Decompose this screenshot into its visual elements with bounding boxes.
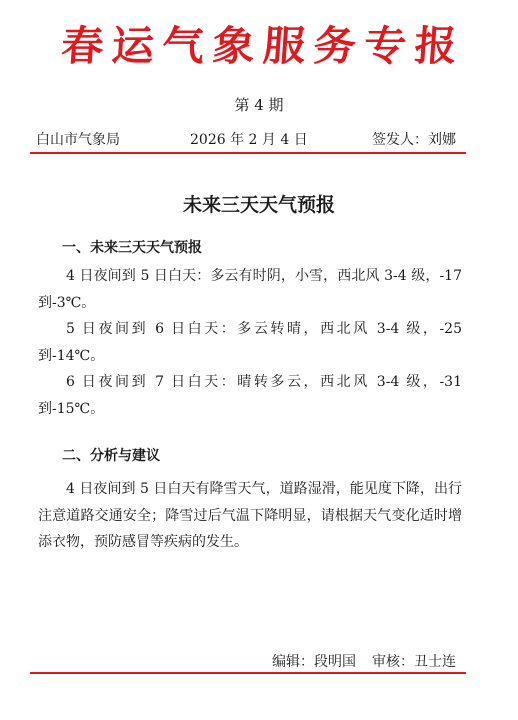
section-forecast bbox=[38, 238, 462, 422]
masthead-title: 春运气象服务专报 bbox=[59, 22, 467, 70]
section-heading: 二、分析与建议 bbox=[62, 448, 160, 464]
forecast-paragraph: 5 日夜间到 6 日白天：多云转晴，西北风 3-4 级，-25 到-14℃。 bbox=[38, 321, 462, 364]
section-body bbox=[38, 263, 462, 422]
section-advice bbox=[38, 446, 462, 556]
forecast-paragraph: 4 日夜间到 5 日白天：多云有时阴，小雪，西北风 3-4 级，-17 到-3℃。 bbox=[38, 268, 462, 311]
issue-number: 第 4 期 bbox=[234, 96, 284, 114]
reviewer-credit: 审核：丑士连 bbox=[372, 654, 456, 670]
document-title: 未来三天天气预报 bbox=[182, 194, 335, 216]
footer-divider bbox=[30, 672, 466, 674]
issuer: 签发人：刘娜 bbox=[372, 132, 456, 148]
editor-credit: 编辑：段明国 bbox=[272, 654, 356, 670]
issue-date: 2026 年 2 月 4 日 bbox=[190, 132, 308, 148]
footer-credits bbox=[272, 652, 456, 672]
agency-name: 白山市气象局 bbox=[36, 132, 120, 148]
section-heading: 一、未来三天天气预报 bbox=[62, 240, 202, 256]
header-divider bbox=[30, 152, 466, 154]
advice-paragraph: 4 日夜间到 5 日白天有降雪天气，道路湿滑，能见度下降，出行注意道路交通安全；降雪过后气温下降明显，请根据天气变化适时增添衣物，预防感冒等疾病的发生。 bbox=[38, 481, 462, 550]
section-body bbox=[38, 476, 462, 556]
forecast-paragraph: 6 日夜间到 7 日白天：晴转多云，西北风 3-4 级，-31 到-15℃。 bbox=[38, 374, 462, 417]
